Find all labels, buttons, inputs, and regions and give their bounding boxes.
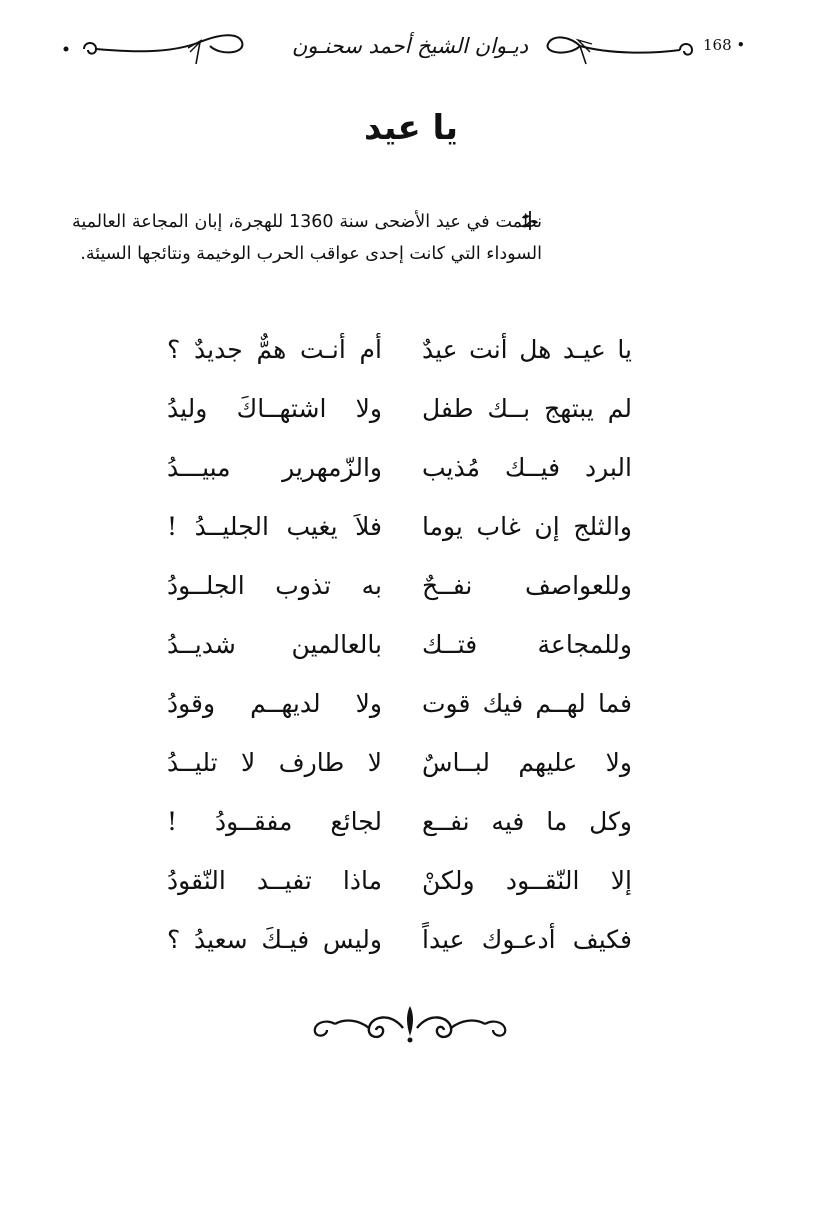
verse-first-hemistich: وللمجاعة فتــك [422, 630, 632, 659]
intro-note: نظمت في عيد الأضحى سنة 1360 للهجرة، إبان المجاعة العالمية السوداء التي كانت إحدى عواقب الحرب الوخيمة ونتائجها السيئة. [72, 212, 542, 264]
poem-title: يا عيد [363, 108, 459, 148]
verse-first-hemistich: فما لهــم فيك قوت [422, 689, 632, 718]
verse-second-hemistich: أم أنـت همٌّ جديدٌ ؟ [167, 335, 382, 364]
scroll-ornament-icon [60, 22, 260, 72]
verse-line [0, 507, 822, 566]
verse-second-hemistich: به تذوب الجلــودُ [167, 571, 382, 600]
verse-second-hemistich: بالعالمين شديــدُ [167, 630, 382, 659]
verse-first-hemistich: وكل ما فيه نفــع [422, 807, 632, 836]
running-title: ديـوان الشيخ أحمد سحنـون [291, 34, 529, 58]
verse-second-hemistich: لا طارف لا تليــدُ [167, 748, 382, 777]
verse-first-hemistich: البرد فيــك مُذيب [422, 453, 632, 482]
verse-line [0, 802, 822, 861]
verse-first-hemistich: لم يبتهج بــك طفل [422, 394, 632, 423]
verse-first-hemistich: والثلج إن غاب يوما [422, 512, 632, 541]
verse-second-hemistich: ولا اشتهــاكَ وليدُ [167, 394, 382, 423]
verse-second-hemistich: لجائع مفقــودُ ! [167, 807, 382, 836]
verse-first-hemistich: إلا النّقــود ولكنْ [422, 866, 632, 895]
fleuron-ornament-icon [305, 998, 515, 1048]
verse-second-hemistich: والزّمهرير مبيـــدُ [167, 453, 382, 482]
verse-line [0, 566, 822, 625]
verse-line [0, 861, 822, 920]
verse-line [0, 684, 822, 743]
verse-line [0, 920, 822, 979]
page-number: 168 • [703, 36, 746, 54]
verse-line [0, 743, 822, 802]
verse-line [0, 389, 822, 448]
verse-first-hemistich: يا عيـد هل أنت عيدٌ [422, 335, 632, 364]
verse-first-hemistich: وللعواصف نفــحٌ [422, 571, 632, 600]
scroll-ornament-icon [540, 22, 710, 72]
verse-line [0, 330, 822, 389]
poem-verses [0, 330, 822, 979]
verse-line [0, 625, 822, 684]
verse-line [0, 448, 822, 507]
verse-first-hemistich: فكيف أدعـوك عيداً [422, 925, 632, 954]
verse-second-hemistich: فلاَ يغيب الجليــدُ ! [167, 512, 382, 541]
verse-second-hemistich: وليس فيـكَ سعيدُ ؟ [167, 925, 382, 954]
verse-second-hemistich: ماذا تفيــد النّقودُ [167, 866, 382, 895]
page-header [0, 22, 822, 72]
verse-second-hemistich: ولا لديهــم وقودُ [167, 689, 382, 718]
verse-first-hemistich: ولا عليهم لبــاسٌ [422, 748, 632, 777]
